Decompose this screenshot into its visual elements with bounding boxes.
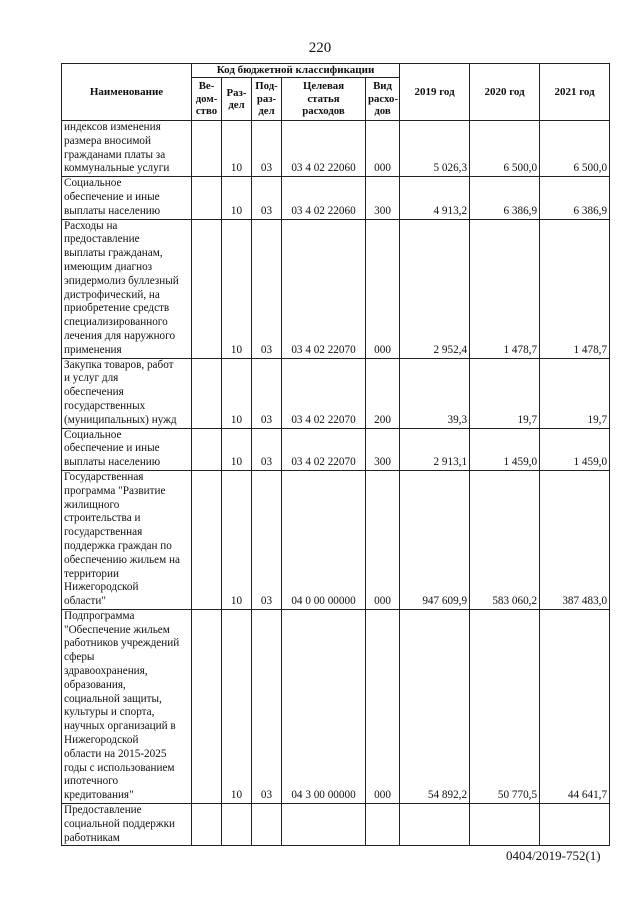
table-header [62,64,610,121]
amount-2021-cell: 1 478,7 [540,219,610,358]
podrazdel-cell: 03 [252,358,282,428]
expense-type-cell: 000 [366,121,400,177]
target-article-cell: 04 0 00 00000 [282,470,366,609]
amount-2020-cell: 583 060,2 [470,470,540,609]
razdel-cell: 10 [222,609,252,803]
row-name-cell: индексов изменения размера вносимой гражданами платы за коммунальные услуги [62,121,192,177]
amount-2021-cell: 6 500,0 [540,121,610,177]
amount-2019-cell [400,804,470,846]
amount-2021-cell: 6 386,9 [540,177,610,219]
expense-type-cell [366,804,400,846]
expense-type-header: Вид расхо- дов [366,78,400,121]
target-article-cell: 03 4 02 22060 [282,177,366,219]
vedomstvo-cell [192,177,222,219]
table-row [62,428,610,470]
vedomstvo-cell [192,609,222,803]
expense-type-cell: 200 [366,358,400,428]
vedomstvo-cell [192,804,222,846]
vedomstvo-cell [192,219,222,358]
razdel-cell: 10 [222,428,252,470]
amount-2021-cell: 19,7 [540,358,610,428]
podrazdel-cell: 03 [252,177,282,219]
vedomstvo-header: Ве- дом- ство [192,78,222,121]
table-row [62,121,610,177]
target-article-cell: 03 4 02 22060 [282,121,366,177]
expense-type-cell: 000 [366,219,400,358]
table-row [62,358,610,428]
amount-2021-cell: 387 483,0 [540,470,610,609]
razdel-header: Раз- дел [222,78,252,121]
target-article-cell: 03 4 02 22070 [282,219,366,358]
amount-2020-cell: 1 459,0 [470,428,540,470]
budget-code-group-header: Код бюджетной классификации [192,64,400,78]
table-row [62,219,610,358]
page-number: 220 [308,40,332,56]
row-name-cell: Подпрограмма "Обеспечение жильем работников учреждений сферы здравоохранения, образования, социальной защиты, культуры и спорта, научных организаций в Нижегородской области на 2015-2025 годы с использованием ипотечного кредитования" [62,609,192,803]
podrazdel-header: Под- раз- дел [252,78,282,121]
razdel-cell: 10 [222,177,252,219]
amount-2020-cell: 6 500,0 [470,121,540,177]
table-row [62,177,610,219]
vedomstvo-cell [192,358,222,428]
expense-type-cell: 000 [366,470,400,609]
amount-2019-cell: 2 913,1 [400,428,470,470]
amount-2019-cell: 5 026,3 [400,121,470,177]
target-article-cell: 03 4 02 22070 [282,428,366,470]
name-column-header: Наименование [62,64,192,121]
expense-type-cell: 000 [366,609,400,803]
row-name-cell: Социальное обеспечение и иные выплаты населению [62,177,192,219]
row-name-cell: Социальное обеспечение и иные выплаты населению [62,428,192,470]
document-code: 0404/2019-752(1) [506,848,601,863]
amount-2021-cell: 44 641,7 [540,609,610,803]
amount-2019-cell: 947 609,9 [400,470,470,609]
vedomstvo-cell [192,470,222,609]
razdel-cell: 10 [222,121,252,177]
amount-2019-cell: 39,3 [400,358,470,428]
podrazdel-cell: 03 [252,609,282,803]
budget-table [61,63,610,846]
expense-type-cell: 300 [366,428,400,470]
target-article-cell: 04 3 00 00000 [282,609,366,803]
razdel-cell: 10 [222,470,252,609]
amount-2019-cell: 4 913,2 [400,177,470,219]
razdel-cell [222,804,252,846]
amount-2021-cell [540,804,610,846]
amount-2020-cell: 19,7 [470,358,540,428]
table-row [62,470,610,609]
razdel-cell: 10 [222,219,252,358]
podrazdel-cell: 03 [252,219,282,358]
amount-2020-cell: 50 770,5 [470,609,540,803]
vedomstvo-cell [192,121,222,177]
table-row [62,804,610,846]
year-2019-header: 2019 год [400,64,470,121]
target-article-cell [282,804,366,846]
expense-type-cell: 300 [366,177,400,219]
target-article-cell: 03 4 02 22070 [282,358,366,428]
podrazdel-cell: 03 [252,121,282,177]
vedomstvo-cell [192,428,222,470]
table-body [62,121,610,846]
amount-2019-cell: 2 952,4 [400,219,470,358]
year-2021-header: 2021 год [540,64,610,121]
amount-2020-cell: 1 478,7 [470,219,540,358]
row-name-cell: Расходы на предоставление выплаты гражданам, имеющим диагноз эпидермолиз буллезный дистрофический, на приобретение средств специализированного лечения для наружного применения [62,219,192,358]
razdel-cell: 10 [222,358,252,428]
row-name-cell: Предоставление социальной поддержки работникам [62,804,192,846]
amount-2020-cell [470,804,540,846]
row-name-cell: Закупка товаров, работ и услуг для обеспечения государственных (муниципальных) нужд [62,358,192,428]
year-2020-header: 2020 год [470,64,540,121]
podrazdel-cell: 03 [252,470,282,609]
row-name-cell: Государственная программа "Развитие жилищного строительства и государственная поддержка граждан по обеспечению жильем на территории Нижегородской области" [62,470,192,609]
target-article-header: Целевая статья расходов [282,78,366,121]
amount-2019-cell: 54 892,2 [400,609,470,803]
amount-2020-cell: 6 386,9 [470,177,540,219]
podrazdel-cell: 03 [252,428,282,470]
amount-2021-cell: 1 459,0 [540,428,610,470]
podrazdel-cell [252,804,282,846]
table-row [62,609,610,803]
